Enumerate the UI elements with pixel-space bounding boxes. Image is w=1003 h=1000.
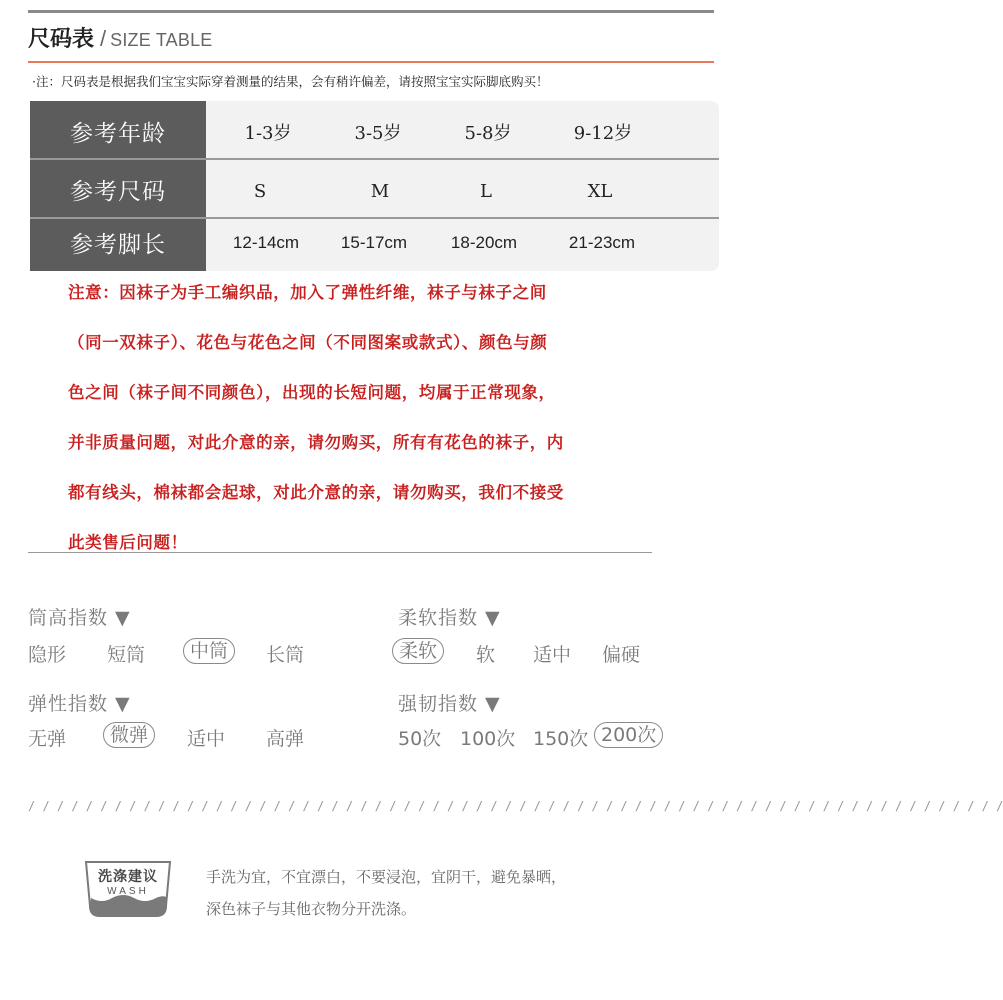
cell-length-2: 15-17cm <box>340 233 408 252</box>
notice-line: 色之间（袜子间不同颜色），出现的长短问题，均属于正常现象， <box>68 383 556 402</box>
row-label-size: 参考尺码 <box>70 179 166 205</box>
softness-option-soft-selected: 柔软 <box>392 638 444 664</box>
toughness-index-title: 强韧指数 ▼ <box>398 693 501 715</box>
height-option-long: 长筒 <box>266 644 305 666</box>
elasticity-option-none: 无弹 <box>28 728 67 750</box>
cell-age-4: 9-12岁 <box>573 123 633 144</box>
toughness-option-100: 100次 <box>460 728 516 750</box>
size-note: ·注：尺码表是根据我们宝宝实际穿着测量的结果，会有稍许偏差，请按照宝宝实际脚底购买！ <box>32 74 549 89</box>
row-divider <box>30 158 719 160</box>
cell-size-2: M <box>370 181 390 202</box>
notice-line: 都有线头，棉袜都会起球，对此介意的亲，请勿购买，我们不接受 <box>68 483 564 502</box>
cell-length-4: 21-23cm <box>568 233 636 252</box>
wash-badge <box>82 858 174 920</box>
softness-option-hard: 偏硬 <box>602 644 641 666</box>
wash-instruction-line: 深色袜子与其他衣物分开洗涤。 <box>206 900 417 918</box>
row-label-age: 参考年龄 <box>70 121 166 147</box>
elasticity-option-slight-selected: 微弹 <box>103 722 155 748</box>
notice-line: 并非质量问题，对此介意的亲，请勿购买，所有有花色的袜子，内 <box>68 433 564 452</box>
cell-age-2: 3-5岁 <box>354 123 402 144</box>
row-label-foot-length: 参考脚长 <box>70 231 166 258</box>
cell-age-3: 5-8岁 <box>464 123 512 144</box>
height-option-mid-selected: 中筒 <box>183 638 235 664</box>
elasticity-index-title: 弹性指数 ▼ <box>28 693 131 715</box>
wash-instruction-line: 手洗为宜，不宜漂白，不要浸泡，宜阴干，避免暴晒， <box>206 868 567 886</box>
size-table <box>30 101 719 271</box>
cell-size-1: S <box>253 181 267 202</box>
page-title <box>28 22 213 56</box>
notice-line: （同一双袜子）、花色与花色之间（不同图案或款式）、颜色与颜 <box>68 333 548 352</box>
elasticity-option-high: 高弹 <box>266 728 305 750</box>
cell-size-3: L <box>480 181 492 202</box>
title-chinese: 尺码表 <box>28 27 95 52</box>
title-english: SIZE TABLE <box>110 30 213 50</box>
cell-size-4: XL <box>587 181 613 202</box>
notice-line: 此类售后问题！ <box>68 533 188 552</box>
top-divider <box>28 10 714 13</box>
title-separator: / <box>100 26 107 51</box>
cell-length-3: 18-20cm <box>450 233 518 252</box>
notice-line: 注意：因袜子为手工编织品，加入了弹性纤维，袜子与袜子之间 <box>68 283 547 302</box>
softness-option-medium: 适中 <box>533 644 572 666</box>
cell-age-1: 1-3岁 <box>244 123 292 144</box>
height-option-invisible: 隐形 <box>28 644 67 666</box>
toughness-option-150: 150次 <box>533 728 589 750</box>
dashed-divider: / / / / / / / / / / / / / / / / / / / / / / / / / / / / / / / / / / / / / / / / / / / / / / / / / / / / / / / / / / / / / / / / / / / / <box>28 799 1003 813</box>
height-index-title: 筒高指数 ▼ <box>28 607 131 629</box>
height-option-short: 短筒 <box>107 644 146 666</box>
toughness-option-50: 50次 <box>398 728 442 750</box>
softness-option-softish: 软 <box>476 644 496 666</box>
cell-length-1: 12-14cm <box>232 233 300 252</box>
notice-divider <box>28 552 652 553</box>
softness-index-title: 柔软指数 ▼ <box>398 607 501 629</box>
elasticity-option-medium: 适中 <box>187 728 226 750</box>
toughness-option-200-selected: 200次 <box>594 722 663 748</box>
title-underline <box>28 61 714 63</box>
wash-badge-subtitle: WASH <box>107 886 149 897</box>
wash-badge-title: 洗涤建议 <box>98 869 158 885</box>
